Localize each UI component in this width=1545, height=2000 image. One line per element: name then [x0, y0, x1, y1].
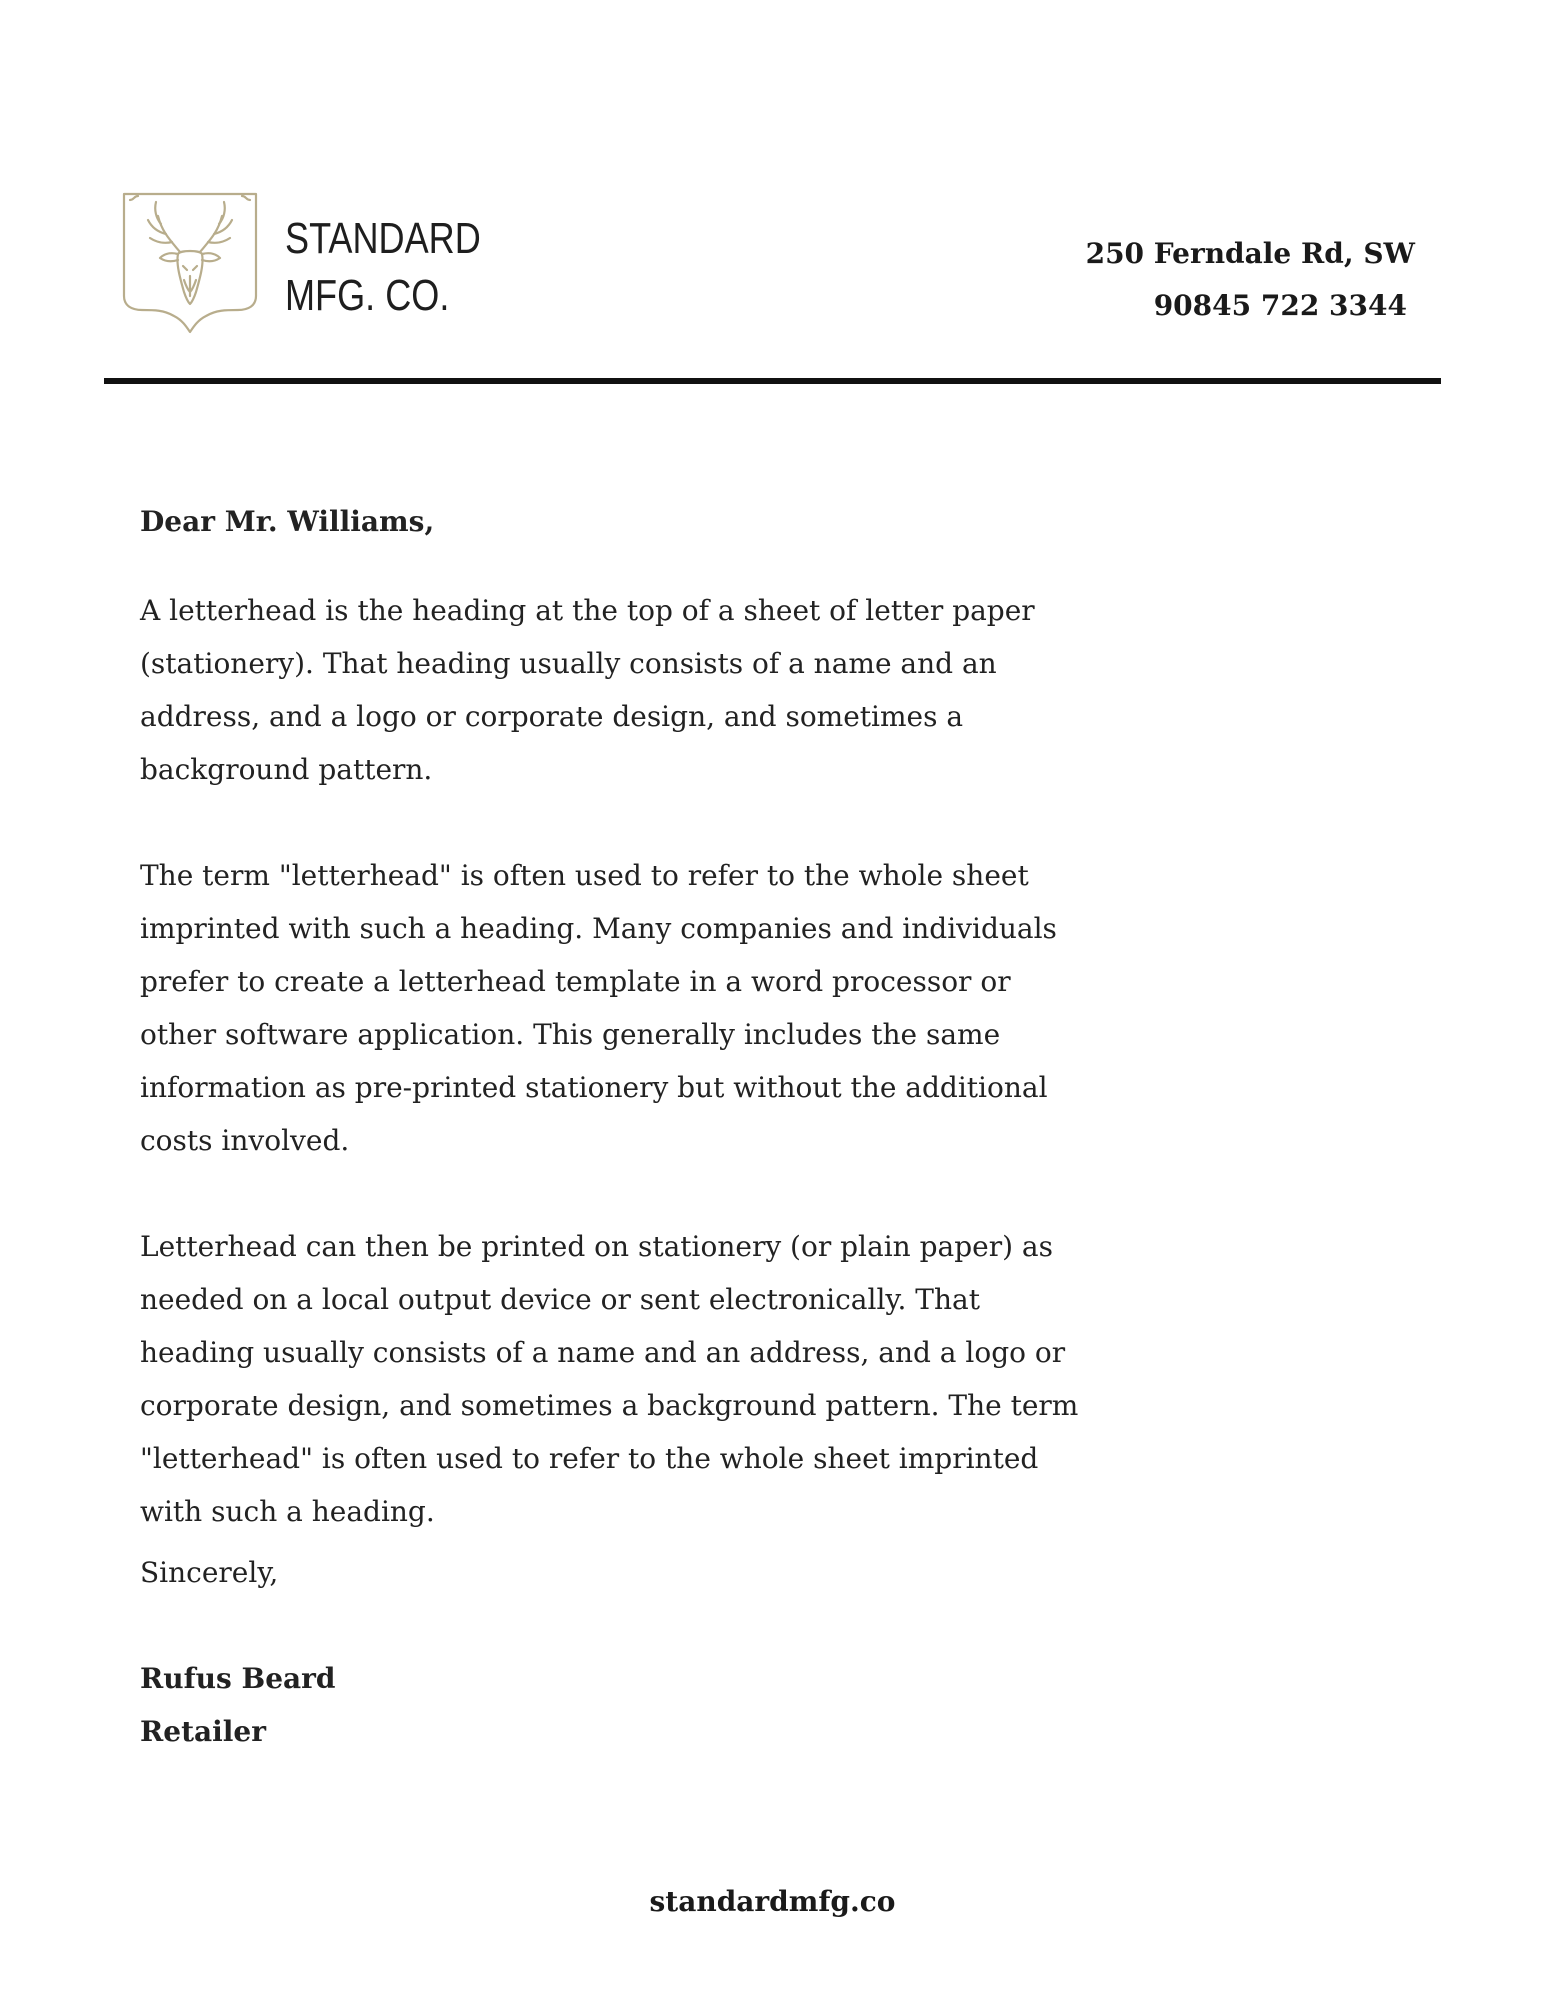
closing: Sincerely,	[140, 1556, 279, 1589]
contact-info	[1086, 228, 1415, 332]
paragraph-1: A letterhead is the heading at the top of a sheet of letter paper (stationery). That heading usually consists of a name and an address, and a logo or corporate design, and sometimes a background pattern.	[140, 594, 1035, 786]
paragraph-3: Letterhead can then be printed on stationery (or plain paper) as needed on a local output device or sent electronically. That heading usually consists of a name and an address, and a logo or corporate design, and sometimes a background pattern. The term "letterhead" is often used to refer to the whole sheet imprinted with such a heading.	[140, 1230, 1079, 1528]
company-name-line2: MFG. CO.	[285, 271, 450, 320]
address-text: 250 Ferndale Rd, SW	[1085, 237, 1415, 270]
letter-body	[140, 495, 1130, 1758]
paragraph-2: The term "letterhead" is often used to refer to the whole sheet imprinted with such a heading. Many companies and individuals prefer to create a letterhead template in a word processor or other software application. This generally includes the same information as pre-printed stationery but without the additional costs involved.	[140, 859, 1057, 1157]
deer-crest-icon	[120, 192, 260, 336]
company-name	[285, 210, 481, 324]
company-name-line1: STANDARD	[285, 214, 481, 263]
phone-text: 90845 722 3344	[1153, 289, 1407, 322]
footer-website: standardmfg.co	[649, 1885, 896, 1918]
signer-name: Rufus Beard	[140, 1662, 336, 1695]
signer-title: Retailer	[140, 1715, 266, 1748]
salutation: Dear Mr. Williams,	[140, 505, 435, 538]
header-divider	[104, 378, 1441, 384]
